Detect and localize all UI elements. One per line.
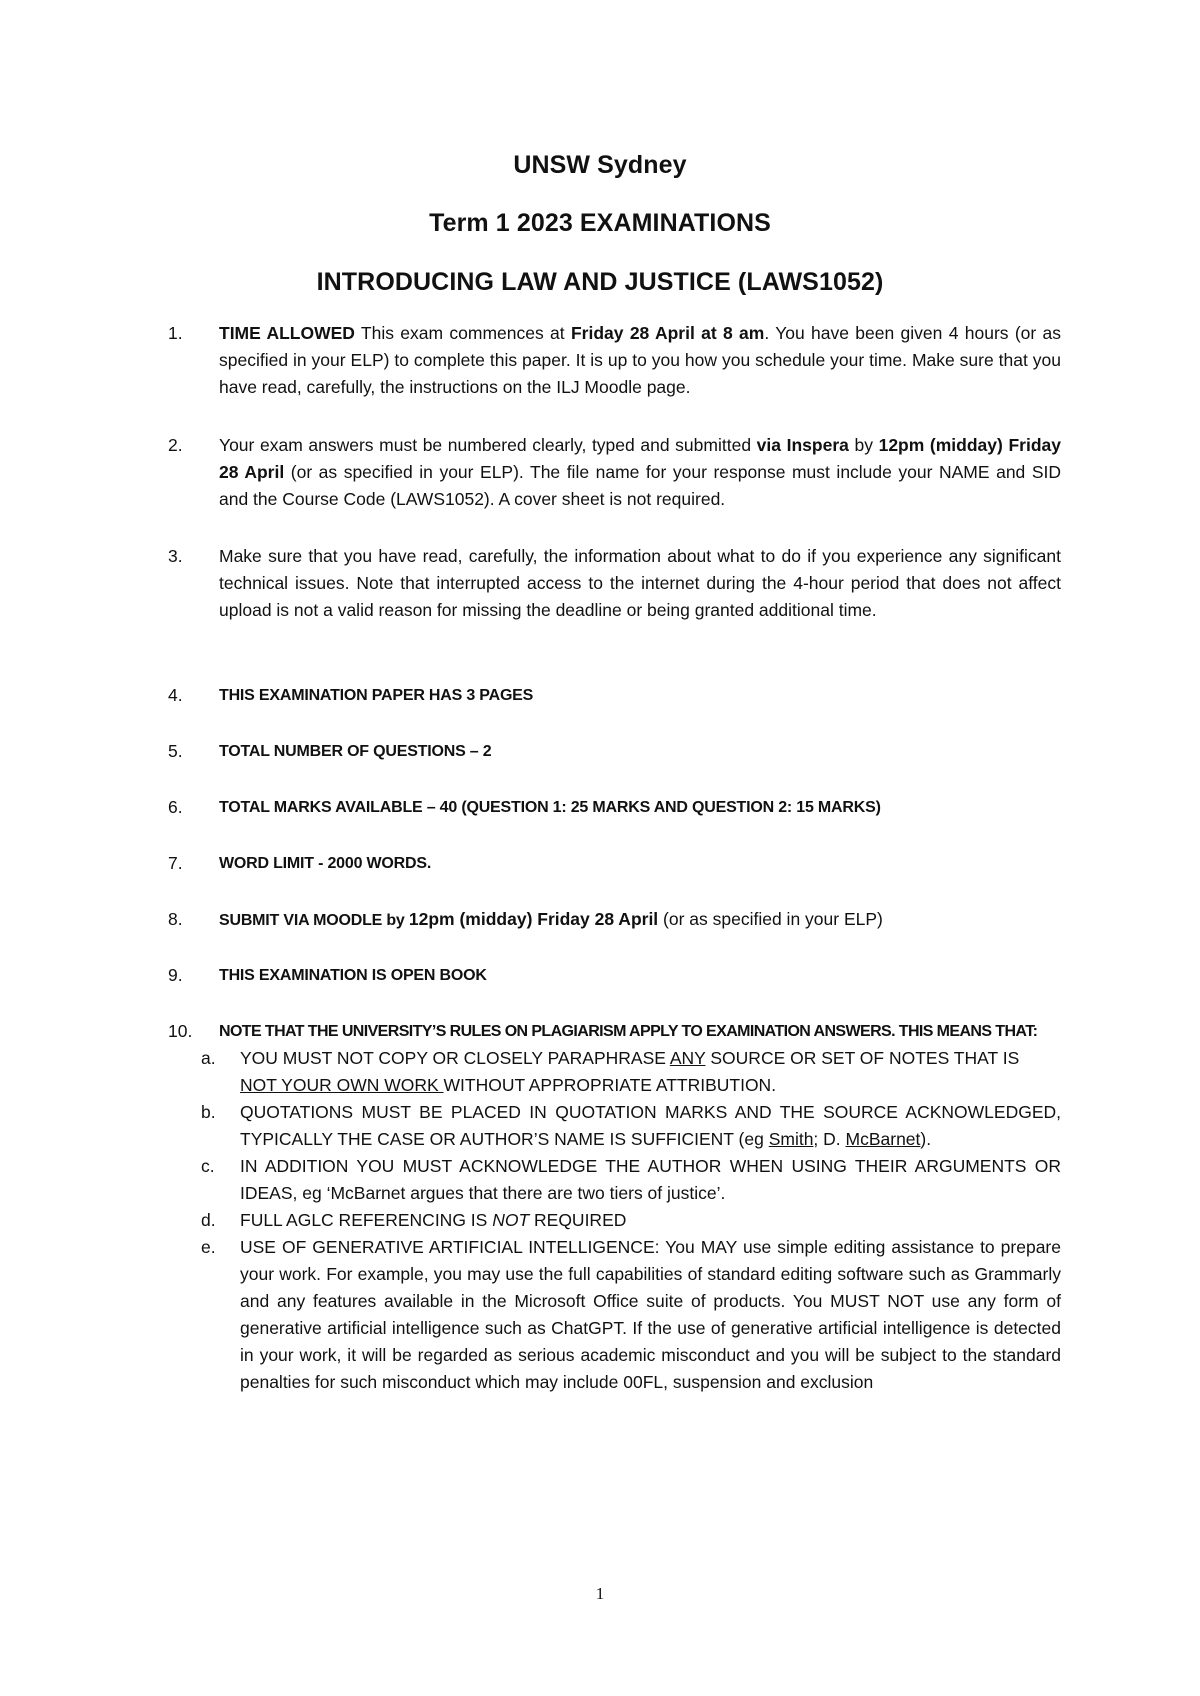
sub-letter: b. xyxy=(201,1102,216,1122)
list-item xyxy=(168,432,1061,513)
sub-text-part: SOURCE OR SET OF NOTES THAT IS xyxy=(705,1048,1020,1068)
sub-letter: c. xyxy=(201,1156,215,1176)
list-item xyxy=(168,682,1061,709)
list-item xyxy=(168,962,1061,989)
sub-text xyxy=(240,1207,1061,1234)
sub-text: USE OF GENERATIVE ARTIFICIAL INTELLIGENCE: You MAY use simple editing assistance to prepare your work. For example, you may use the full capabilities of standard editing software such as Grammarly and any features available in the Microsoft Office suite of products. You MUST NOT use any form of generative artificial intelligence such as ChatGPT. If the use of generative artificial intelligence is detected in your work, it will be regarded as serious academic misconduct and you will be subject to the standard penalties for such misconduct which may include 00FL, suspension and exclusion xyxy=(240,1237,1061,1392)
list-item xyxy=(168,543,1061,624)
page-number: 1 xyxy=(595,1584,605,1603)
item-text-part: (or as specified in your ELP). The file name for your response must include your NAME and SID and the Course Code (LAWS1052). A cover sheet is not required. xyxy=(219,462,1061,509)
course-title: INTRODUCING LAW AND JUSTICE (LAWS1052) xyxy=(316,268,884,296)
item-date: Friday 28 April at 8 am xyxy=(570,323,765,343)
term-title: Term 1 2023 EXAMINATIONS xyxy=(429,209,771,237)
sub-text xyxy=(240,1045,1061,1099)
item-number: 2. xyxy=(168,435,183,455)
item-text: WORD LIMIT - 2000 WORDS. xyxy=(219,855,432,872)
item-text: THIS EXAMINATION PAPER HAS 3 PAGES xyxy=(219,687,534,704)
item-text: THIS EXAMINATION IS OPEN BOOK xyxy=(219,967,487,984)
item-text-part: This exam commences at xyxy=(354,323,571,343)
sub-underlined: ANY xyxy=(669,1048,706,1068)
sub-list-item xyxy=(168,1234,1061,1396)
sub-list-item xyxy=(168,1207,1061,1234)
list-item xyxy=(168,738,1061,765)
item-lead: TIME ALLOWED xyxy=(219,323,355,343)
list-item xyxy=(168,906,1061,934)
item-text-part: . You have been given 4 hours (or as specified in your ELP) to complete this paper. It is up to you how you schedule your time. Make sure that you have read, carefully, the instructions on the ILJ Moodle page. xyxy=(219,323,1062,397)
item-number: 7. xyxy=(168,853,183,873)
sub-letter: a. xyxy=(201,1048,216,1068)
sub-text-part: YOU MUST NOT COPY OR CLOSELY PARAPHRASE xyxy=(240,1048,670,1068)
item-text-part: by xyxy=(848,435,879,455)
sub-underlined: NOT YOUR OWN WORK xyxy=(240,1075,444,1095)
university-title: UNSW Sydney xyxy=(513,151,687,179)
item-bold-part: 12pm (midday) Friday 28 April xyxy=(219,435,1061,482)
sub-text-part: ). xyxy=(920,1129,932,1149)
sub-list-item xyxy=(168,1099,1061,1153)
item-text xyxy=(219,906,1061,934)
item-text: Make sure that you have read, carefully, the information about what to do if you experience any significant technical issues. Note that interrupted access to the internet during the 4-hour period that does not affect upload is not a valid reason for missing the deadline or being granted additional time. xyxy=(219,546,1061,620)
item-text: TOTAL MARKS AVAILABLE – 40 (QUESTION 1: 25 MARKS AND QUESTION 2: 15 MARKS) xyxy=(219,799,881,816)
list-item xyxy=(168,320,1061,401)
item-number: 10. xyxy=(168,1021,193,1041)
sub-text-part: FULL AGLC REFERENCING IS xyxy=(240,1210,493,1230)
item-number: 5. xyxy=(168,741,183,761)
item-text-part: Your exam answers must be numbered clearly, typed and submitted xyxy=(219,435,757,455)
item-bold-part: 12pm (midday) Friday 28 April xyxy=(408,909,659,929)
list-item xyxy=(168,850,1061,877)
item-text xyxy=(219,320,1061,401)
sub-underlined: Smith xyxy=(768,1129,814,1149)
sub-text-part: QUOTATIONS MUST BE PLACED IN QUOTATION MARKS AND THE SOURCE ACKNOWLEDGED, TYPICALLY THE CASE OR AUTHOR’S NAME IS SUFFICIENT (eg xyxy=(240,1102,1061,1149)
sub-list xyxy=(168,1045,1061,1396)
item-number: 9. xyxy=(168,965,183,985)
sub-text: IN ADDITION YOU MUST ACKNOWLEDGE THE AUTHOR WHEN USING THEIR ARGUMENTS OR IDEAS, eg ‘McBarnet argues that there are two tiers of justice’. xyxy=(240,1156,1061,1203)
item-number: 6. xyxy=(168,797,183,817)
item-number: 8. xyxy=(168,909,183,929)
sub-italic: NOT xyxy=(492,1210,530,1230)
item-number: 4. xyxy=(168,685,183,705)
item-number: 3. xyxy=(168,546,183,566)
item-text-part: (or as specified in your ELP) xyxy=(658,909,883,929)
sub-list-item xyxy=(168,1045,1061,1099)
sub-list-item xyxy=(168,1153,1061,1207)
sub-text-part: WITHOUT APPROPRIATE ATTRIBUTION. xyxy=(443,1075,777,1095)
list-item xyxy=(168,1018,1061,1396)
sub-letter: e. xyxy=(201,1237,216,1257)
item-text: NOTE THAT THE UNIVERSITY’S RULES ON PLAGIARISM APPLY TO EXAMINATION ANSWERS. THIS MEANS THAT: xyxy=(219,1023,1038,1040)
item-bold-part: via Inspera xyxy=(756,435,849,455)
sub-text xyxy=(240,1099,1061,1153)
list-item xyxy=(168,794,1061,821)
sub-letter: d. xyxy=(201,1210,216,1230)
sub-text-part: REQUIRED xyxy=(529,1210,627,1230)
sub-underlined: McBarnet xyxy=(845,1129,921,1149)
item-bold-part: SUBMIT VIA MOODLE by xyxy=(219,912,409,929)
sub-text-part: ; D. xyxy=(813,1129,846,1149)
item-text: TOTAL NUMBER OF QUESTIONS – 2 xyxy=(219,743,492,760)
item-text xyxy=(219,432,1061,513)
item-number: 1. xyxy=(168,323,183,343)
